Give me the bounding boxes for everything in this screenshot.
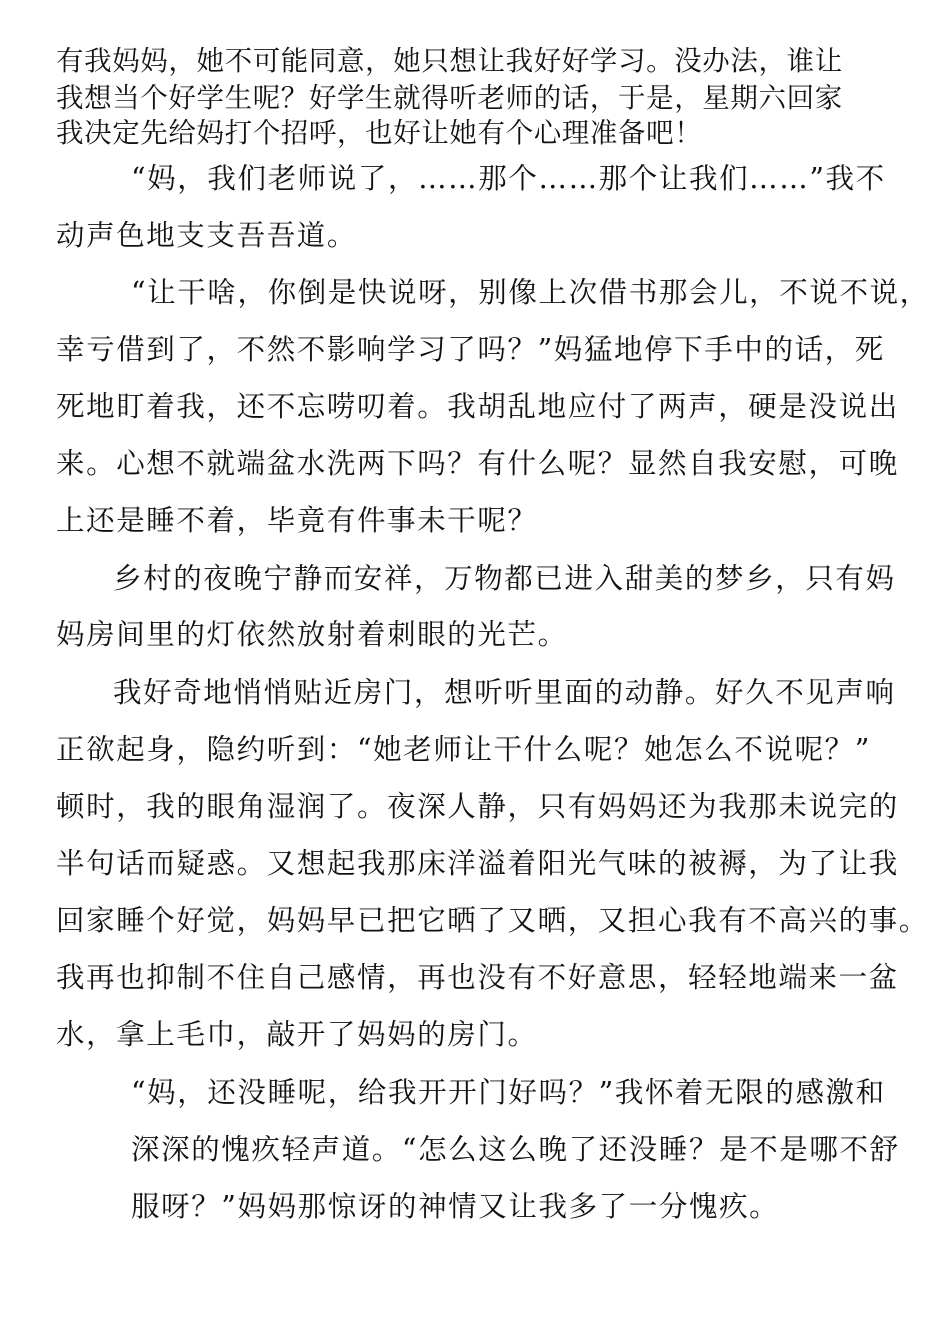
text-line-9: 来。心想不就端盆水洗两下吗？有什么呢？显然自我安慰，可晚	[56, 447, 899, 480]
text-line-7: 幸亏借到了，不然不影响学习了吗？”妈猛地停下手中的话，死	[56, 333, 885, 366]
text-line-3: 我决定先给妈打个招呼，也好让她有个心理准备吧！	[56, 117, 703, 149]
text-line-4: “妈，我们老师说了，……那个……那个让我们……”我不	[131, 162, 886, 195]
text-line-1: 有我妈妈，她不可能同意，她只想让我好好学习。没办法，谁让	[56, 45, 843, 77]
text-line-12: 妈房间里的灯依然放射着刺眼的光芒。	[56, 618, 568, 651]
text-line-11: 乡村的夜晚宁静而安祥，万物都已进入甜美的梦乡，只有妈	[113, 562, 896, 595]
text-line-10: 上还是睡不着，毕竟有件事未干呢？	[56, 504, 538, 537]
text-line-15: 顿时，我的眼角湿润了。夜深人静，只有妈妈还为我那未说完的	[56, 790, 899, 823]
text-line-18: 我再也抑制不住自己感情，再也没有不好意思，轻轻地端来一盆	[56, 961, 899, 994]
text-line-5: 动声色地支支吾吾道。	[56, 219, 358, 252]
text-line-17: 回家睡个好觉，妈妈早已把它晒了又晒，又担心我有不高兴的事。	[56, 904, 929, 937]
text-line-20: “妈，还没睡呢，给我开开门好吗？”我怀着无限的感激和	[131, 1076, 886, 1109]
text-line-8: 死地盯着我，还不忘唠叨着。我胡乱地应付了两声，硬是没说出	[56, 390, 899, 423]
text-line-2: 我想当个好学生呢？好学生就得听老师的话，于是，星期六回家	[56, 82, 843, 114]
text-line-19: 水，拿上毛巾，敲开了妈妈的房门。	[56, 1018, 538, 1051]
text-line-14: 正欲起身，隐约听到：“她老师让干什么呢？她怎么不说呢？”	[56, 733, 871, 766]
text-line-16: 半句话而疑惑。又想起我那床洋溢着阳光气味的被褥，为了让我	[56, 847, 899, 880]
text-line-22: 服呀？”妈妈那惊讶的神情又让我多了一分愧疚。	[131, 1190, 780, 1223]
text-line-13: 我好奇地悄悄贴近房门，想听听里面的动静。好久不见声响	[113, 676, 896, 709]
text-line-6: “让干啥，你倒是快说呀，别像上次借书那会儿，不说不说，	[131, 276, 930, 309]
text-line-21: 深深的愧疚轻声道。“怎么这么晚了还没睡？是不是哪不舒	[131, 1133, 900, 1166]
